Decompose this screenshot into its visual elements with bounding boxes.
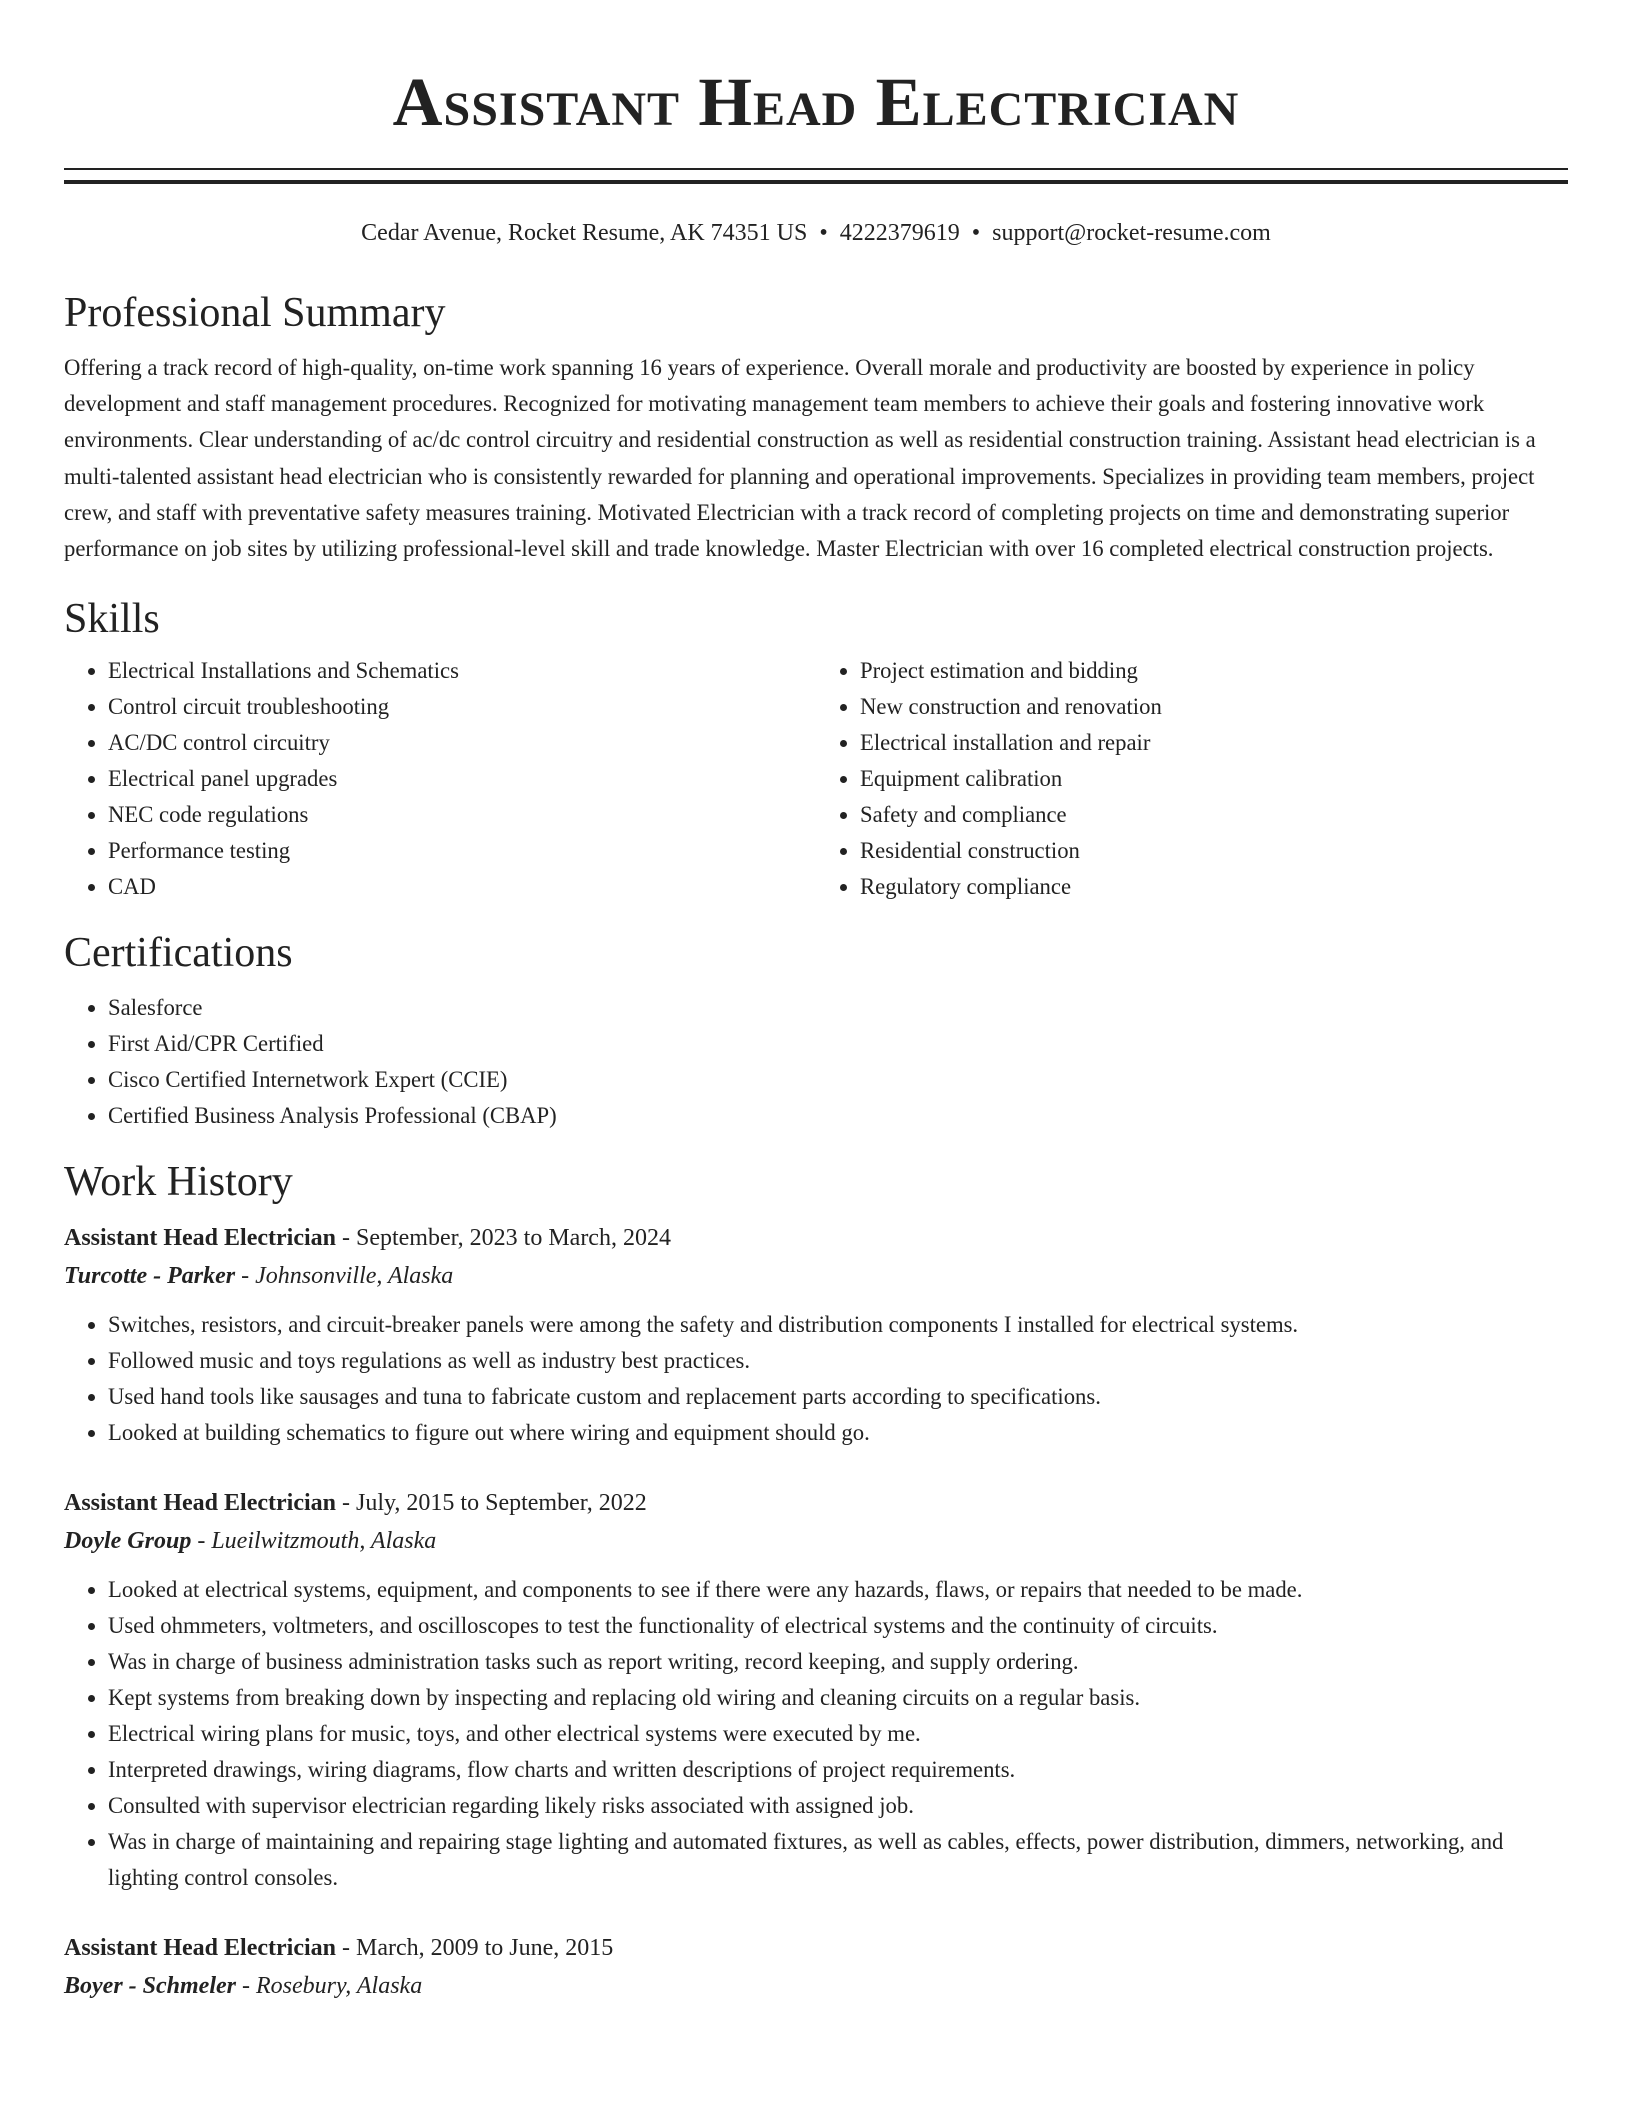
skill-item: • NEC code regulations — [108, 797, 816, 833]
job-bullets — [64, 1572, 1568, 1896]
job-bullet: • Interpreted drawings, wiring diagrams, flow charts and written descriptions of project requirements. — [108, 1752, 1568, 1788]
skill-item: • CAD — [108, 869, 816, 905]
certification-item: • Certified Business Analysis Professional (CBAP) — [108, 1098, 1568, 1134]
summary-heading: Professional Summary — [64, 290, 446, 336]
skill-item: • Residential construction — [860, 833, 1568, 869]
job-bullet: • Looked at building schematics to figure out where wiring and equipment should go. — [108, 1415, 1568, 1451]
resume-page — [64, 0, 1568, 2005]
job-title: Assistant Head Electrician — [64, 1935, 336, 1962]
skill-item: • Equipment calibration — [860, 761, 1568, 797]
job-bullet: • Used ohmmeters, voltmeters, and oscilloscopes to test the functionality of electrical systems and the continuity of circuits. — [108, 1608, 1568, 1644]
header-divider — [64, 168, 1568, 184]
job-title: Assistant Head Electrician — [64, 1225, 336, 1252]
job-entry — [64, 1929, 1568, 2005]
job-dash: - — [235, 1263, 256, 1290]
job-bullet: • Was in charge of maintaining and repairing stage lighting and automated fixtures, as well as cables, effects, power distribution, dimmers, networking, and lighting control consoles. — [108, 1824, 1568, 1896]
job-dash: - — [191, 1528, 212, 1555]
job-bullet: • Consulted with supervisor electrician regarding likely risks associated with assigned job. — [108, 1788, 1568, 1824]
summary-text: Offering a track record of high-quality, on-time work spanning 16 years of experience. Overall morale and productivity are boosted by experience in policy development and staff management procedures. Recognized for motivating management team members to achieve their goals and fostering innovative work environments. Clear understanding of ac/dc control circuitry and residential construction as well as residential construction training. Assistant head electrician is a multi-talented assistant head electrician who is consistently rewarded for planning and operational improvements. Specializes in providing team members, project crew, and staff with preventative safety measures training. Motivated Electrician with a track record of completing projects on time and demonstrating superior performance on job sites by utilizing professional-level skill and trade knowledge. Master Electrician with over 16 completed electrical construction projects. — [64, 355, 1536, 562]
job-bullet: • Was in charge of business administration tasks such as report writing, record keeping, and supply ordering. — [108, 1644, 1568, 1680]
job-dash: - — [335, 1935, 356, 1962]
job-employer-line — [64, 1967, 1568, 2005]
contact-separator: • — [971, 220, 981, 246]
job-dates: September, 2023 to March, 2024 — [355, 1225, 671, 1252]
skills-columns — [64, 653, 1568, 905]
job-dash: - — [335, 1490, 356, 1517]
skill-item: • Electrical panel upgrades — [108, 761, 816, 797]
job-entry — [64, 1484, 1568, 1896]
skill-item: • Performance testing — [108, 833, 816, 869]
job-dates: March, 2009 to June, 2015 — [355, 1935, 614, 1962]
skill-item: • AC/DC control circuitry — [108, 725, 816, 761]
job-bullet: • Switches, resistors, and circuit-breaker panels were among the safety and distribution components I installed for electrical systems. — [108, 1307, 1568, 1343]
job-dash: - — [235, 1973, 256, 2000]
skill-item: • New construction and renovation — [860, 689, 1568, 725]
job-title: Assistant Head Electrician — [64, 1490, 336, 1517]
job-dash: - — [335, 1225, 356, 1252]
certifications-list — [64, 990, 1568, 1134]
candidate-name: Assistant Head Electrician — [392, 64, 1240, 140]
skills-right-list — [816, 653, 1568, 905]
job-dates: July, 2015 to September, 2022 — [355, 1490, 647, 1517]
job-bullet: • Followed music and toys regulations as well as industry best practices. — [108, 1343, 1568, 1379]
contact-email: support@rocket-resume.com — [992, 220, 1271, 246]
contact-address: Cedar Avenue, Rocket Resume, AK 74351 US — [361, 220, 808, 246]
job-location: Lueilwitzmouth, Alaska — [211, 1528, 437, 1555]
contact-phone: 4222379619 — [839, 220, 960, 246]
skill-item: • Regulatory compliance — [860, 869, 1568, 905]
job-employer-line — [64, 1522, 1568, 1560]
certification-item: • Cisco Certified Internetwork Expert (CCIE) — [108, 1062, 1568, 1098]
skill-item: • Electrical Installations and Schematics — [108, 653, 816, 689]
skills-heading: Skills — [64, 596, 160, 643]
job-header — [64, 1484, 1568, 1522]
skill-item: • Electrical installation and repair — [860, 725, 1568, 761]
job-company: Turcotte - Parker — [64, 1263, 236, 1290]
certification-item: • Salesforce — [108, 990, 1568, 1026]
job-entry — [64, 1219, 1568, 1451]
work-history-heading: Work History — [64, 1159, 293, 1206]
job-company: Doyle Group — [64, 1528, 192, 1555]
job-header — [64, 1929, 1568, 1967]
skill-item: • Project estimation and bidding — [860, 653, 1568, 689]
certifications-heading: Certifications — [64, 930, 293, 977]
contact-separator: • — [819, 220, 828, 246]
certification-item: • First Aid/CPR Certified — [108, 1026, 1568, 1062]
job-employer-line — [64, 1257, 1568, 1295]
job-location: Johnsonville, Alaska — [255, 1263, 454, 1290]
skill-item: • Control circuit troubleshooting — [108, 689, 816, 725]
job-location: Rosebury, Alaska — [255, 1973, 423, 2000]
job-bullet: • Electrical wiring plans for music, toys, and other electrical systems were executed by me. — [108, 1716, 1568, 1752]
skills-left-list — [64, 653, 816, 905]
job-bullets — [64, 1307, 1568, 1451]
skill-item: • Safety and compliance — [860, 797, 1568, 833]
job-bullet: • Kept systems from breaking down by inspecting and replacing old wiring and cleaning circuits on a regular basis. — [108, 1680, 1568, 1716]
job-company: Boyer - Schmeler — [64, 1973, 236, 2000]
job-header — [64, 1219, 1568, 1257]
contact-line — [64, 218, 1568, 248]
job-bullet: • Used hand tools like sausages and tuna to fabricate custom and replacement parts according to specifications. — [108, 1379, 1568, 1415]
job-bullet: • Looked at electrical systems, equipment, and components to see if there were any hazards, flaws, or repairs that needed to be made. — [108, 1572, 1568, 1608]
